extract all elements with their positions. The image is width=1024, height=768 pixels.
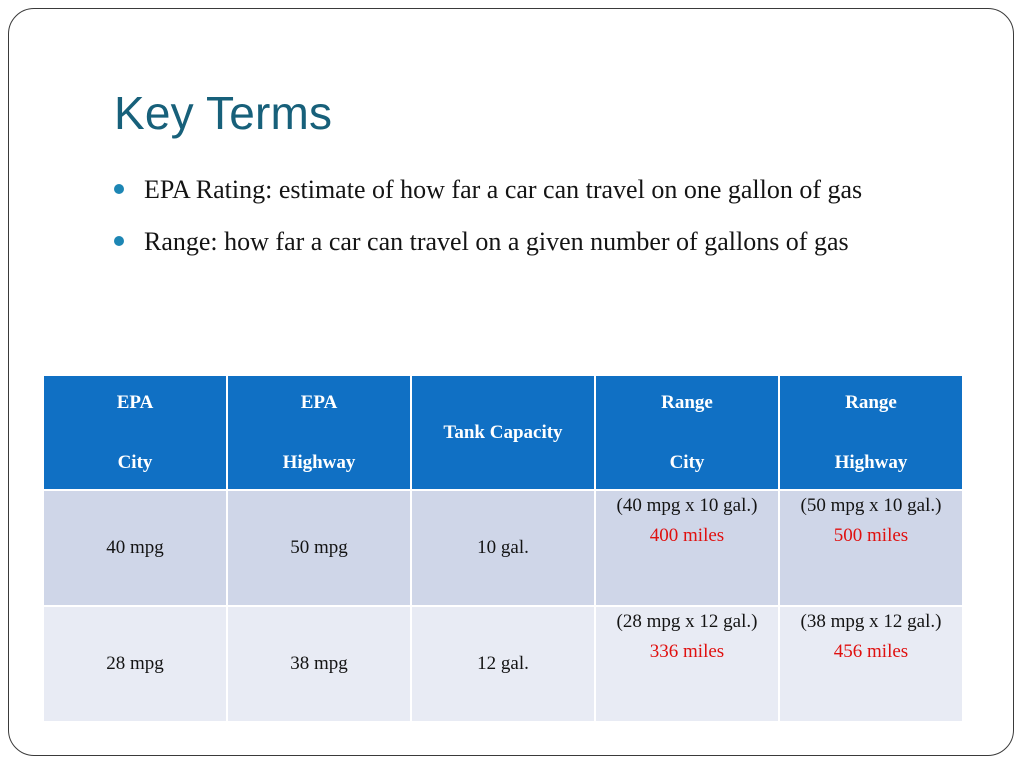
bullet-list: [112, 168, 962, 272]
range-result: 500 miles: [833, 525, 909, 546]
range-calc: (28 mpg x 12 gal.): [616, 611, 758, 632]
header-epa-highway: [227, 375, 411, 490]
cell-epa-highway: 38 mpg: [227, 606, 411, 722]
header-line: City: [669, 451, 705, 473]
range-result: 400 miles: [649, 525, 725, 546]
cell-tank: 12 gal.: [411, 606, 595, 722]
header-range-city: [595, 375, 779, 490]
cell-epa-highway: 50 mpg: [227, 490, 411, 606]
cell-range-city: [595, 490, 779, 606]
table-row: [43, 490, 963, 606]
cell-range-city: [595, 606, 779, 722]
cell-epa-city: 28 mpg: [43, 606, 227, 722]
range-calc: (50 mpg x 10 gal.): [800, 495, 942, 516]
header-line: Range: [661, 391, 713, 413]
header-range-highway: [779, 375, 963, 490]
table-row: [43, 606, 963, 722]
header-line: Tank Capacity: [443, 421, 563, 443]
header-line: Range: [845, 391, 897, 413]
range-calc: (38 mpg x 12 gal.): [800, 611, 942, 632]
cell-epa-city: 40 mpg: [43, 490, 227, 606]
slide-title: Key Terms: [114, 87, 333, 139]
range-result: 456 miles: [833, 641, 909, 662]
bullet-text: EPA Rating: estimate of how far a car can travel on one gallon of gas: [144, 175, 863, 204]
range-calc: (40 mpg x 10 gal.): [616, 495, 758, 516]
bullet-item: [112, 168, 962, 212]
cell-range-highway: [779, 606, 963, 722]
header-line: EPA: [300, 391, 338, 413]
table-header-row: [43, 375, 963, 490]
key-terms-table: [42, 374, 964, 723]
header-line: EPA: [116, 391, 154, 413]
bullet-item: [112, 220, 962, 264]
header-line: City: [117, 451, 153, 473]
header-tank-capacity: [411, 375, 595, 490]
range-result: 336 miles: [649, 641, 725, 662]
header-line: Highway: [834, 451, 908, 473]
header-line: Highway: [282, 451, 356, 473]
bullet-dot-icon: [114, 236, 124, 246]
cell-tank: 10 gal.: [411, 490, 595, 606]
bullet-dot-icon: [114, 184, 124, 194]
bullet-text: Range: how far a car can travel on a given number of gallons of gas: [144, 227, 849, 256]
cell-range-highway: [779, 490, 963, 606]
header-epa-city: [43, 375, 227, 490]
